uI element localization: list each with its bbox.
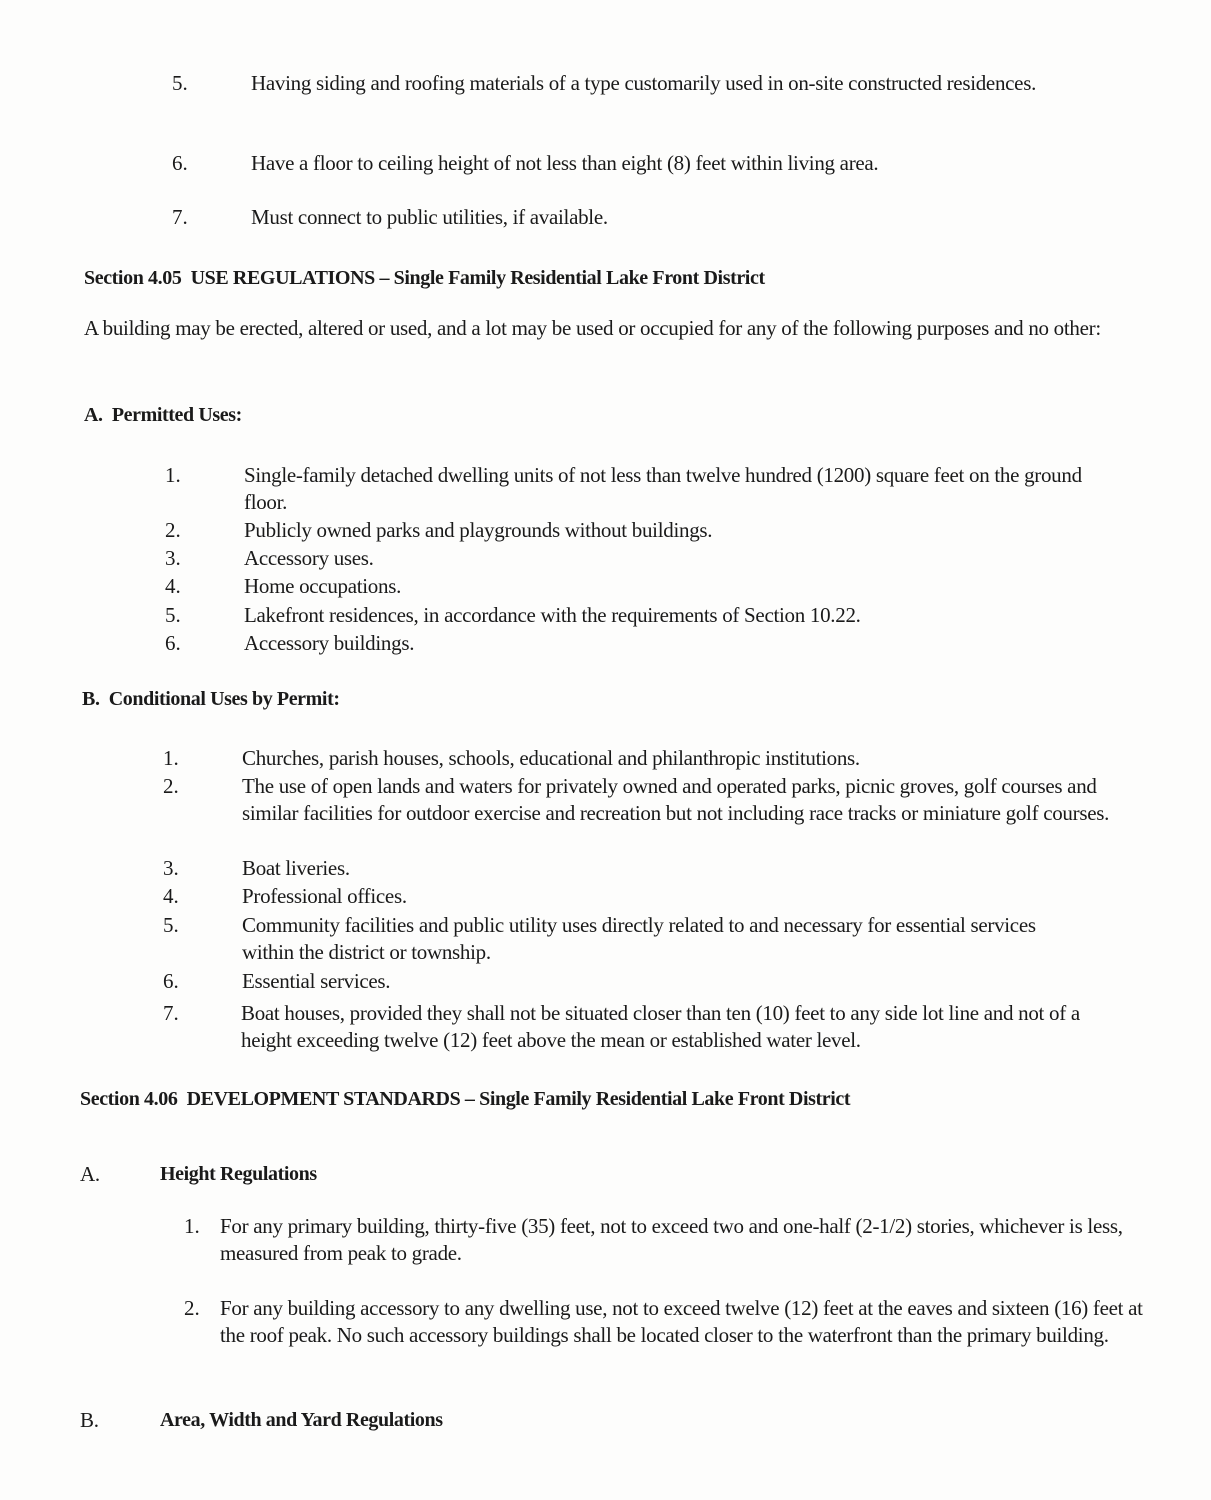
list-item-number: 4. bbox=[165, 574, 181, 598]
subsection-heading: Area, Width and Yard Regulations bbox=[160, 1409, 443, 1431]
list-item-text: Home occupations. bbox=[244, 574, 402, 598]
list-item-text: The use of open lands and waters for privately owned and operated parks, picnic groves, golf courses and similar facilities for outdoor exercise and recreation but not including race tracks or miniature golf courses. bbox=[242, 774, 1110, 825]
list-item-number: 6. bbox=[172, 151, 188, 175]
list-item-number: 5. bbox=[172, 71, 188, 95]
list-item-text: Churches, parish houses, schools, educational and philanthropic institutions. bbox=[242, 746, 860, 770]
list-item-text: Essential services. bbox=[242, 969, 391, 993]
section-intro: A building may be erected, altered or used, and a lot may be used or occupied for any of the following purposes and no other: bbox=[84, 316, 1101, 340]
list-item-number: 2. bbox=[184, 1296, 200, 1320]
subsection-heading: B. Conditional Uses by Permit: bbox=[82, 688, 340, 710]
list-item-number: 2. bbox=[165, 518, 181, 542]
list-item-number: 2. bbox=[163, 774, 179, 798]
subsection-heading: A. Permitted Uses: bbox=[84, 404, 242, 426]
list-item-number: 6. bbox=[165, 631, 181, 655]
list-item-number: 5. bbox=[163, 913, 179, 937]
list-item-text: Boat liveries. bbox=[242, 856, 350, 880]
list-item-number: 7. bbox=[163, 1001, 179, 1025]
list-item-text: Have a floor to ceiling height of not less than eight (8) feet within living area. bbox=[251, 151, 879, 175]
list-item-text: Publicly owned parks and playgrounds without buildings. bbox=[244, 518, 713, 542]
list-item-text: Single-family detached dwelling units of not less than twelve hundred (1200) square feet on the ground floor. bbox=[244, 463, 1082, 514]
section-heading: Section 4.05 USE REGULATIONS – Single Family Residential Lake Front District bbox=[84, 267, 765, 289]
list-item-number: 4. bbox=[163, 884, 179, 908]
subsection-heading: Height Regulations bbox=[160, 1163, 317, 1185]
subsection-letter: A. bbox=[80, 1162, 100, 1186]
list-item-number: 1. bbox=[165, 463, 181, 487]
list-item-text: Boat houses, provided they shall not be situated closer than ten (10) feet to any side lot line and not of a height exceeding twelve (12) feet above the mean or established water level. bbox=[241, 1001, 1080, 1052]
subsection-letter: B. bbox=[80, 1408, 99, 1432]
list-item-number: 5. bbox=[165, 603, 181, 627]
list-item-text: For any building accessory to any dwelling use, not to exceed twelve (12) feet at the eaves and sixteen (16) feet at the roof peak. No such accessory buildings shall be located closer to the waterfront than the primary building. bbox=[220, 1296, 1143, 1347]
list-item-number: 3. bbox=[165, 546, 181, 570]
list-item-text: Must connect to public utilities, if available. bbox=[251, 205, 608, 229]
list-item-number: 1. bbox=[184, 1214, 200, 1238]
list-item-number: 7. bbox=[172, 205, 188, 229]
list-item-text: For any primary building, thirty-five (35) feet, not to exceed two and one-half (2-1/2) stories, whichever is less, measured from peak to grade. bbox=[220, 1214, 1123, 1265]
list-item-text: Professional offices. bbox=[242, 884, 407, 908]
list-item-text: Lakefront residences, in accordance with the requirements of Section 10.22. bbox=[244, 603, 861, 627]
list-item-number: 6. bbox=[163, 969, 179, 993]
list-item-text: Accessory buildings. bbox=[244, 631, 415, 655]
list-item-text: Accessory uses. bbox=[244, 546, 374, 570]
section-heading: Section 4.06 DEVELOPMENT STANDARDS – Single Family Residential Lake Front District bbox=[80, 1088, 851, 1110]
list-item-number: 3. bbox=[163, 856, 179, 880]
list-item-text: Community facilities and public utility uses directly related to and necessary for essential services within the district or township. bbox=[242, 913, 1036, 964]
list-item-text: Having siding and roofing materials of a type customarily used in on-site constructed residences. bbox=[251, 71, 1037, 95]
list-item-number: 1. bbox=[163, 746, 179, 770]
